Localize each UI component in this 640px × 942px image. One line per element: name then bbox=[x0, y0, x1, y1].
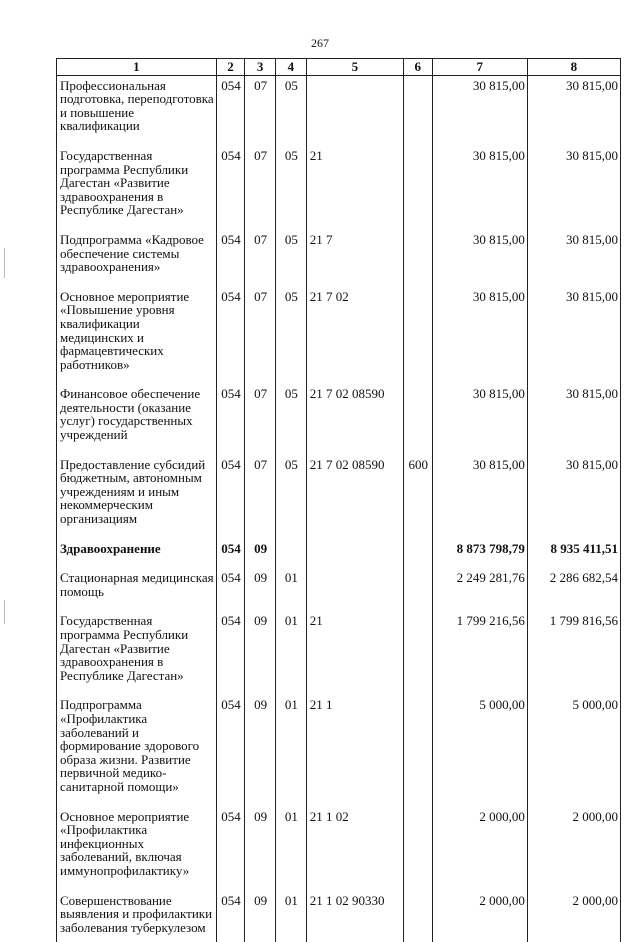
amount-year2-cell: 2 000,00 bbox=[527, 891, 620, 942]
subsection-code-cell: 05 bbox=[276, 146, 307, 230]
target-article-cell bbox=[306, 539, 403, 569]
table-row bbox=[57, 455, 621, 539]
expense-type-cell bbox=[403, 568, 432, 611]
item-name-cell: Основное мероприятие «Повышение уровня квалификации медицинских и фармацевтических работников» bbox=[57, 287, 217, 385]
amount-year2-cell: 2 000,00 bbox=[527, 807, 620, 891]
table-body bbox=[57, 75, 621, 942]
ministry-code-cell: 054 bbox=[216, 695, 245, 806]
amount-year2-cell: 30 815,00 bbox=[527, 75, 620, 146]
expense-type-cell bbox=[403, 695, 432, 806]
table-row bbox=[57, 568, 621, 611]
amount-year2-cell: 8 935 411,51 bbox=[527, 539, 620, 569]
section-code-cell: 09 bbox=[245, 539, 276, 569]
column-header: 8 bbox=[527, 59, 620, 76]
section-code-cell: 07 bbox=[245, 75, 276, 146]
amount-year1-cell: 30 815,00 bbox=[432, 455, 527, 539]
section-code-cell: 09 bbox=[245, 695, 276, 806]
amount-year1-cell: 1 799 216,56 bbox=[432, 611, 527, 695]
section-code-cell: 09 bbox=[245, 611, 276, 695]
ministry-code-cell: 054 bbox=[216, 611, 245, 695]
target-article-cell bbox=[306, 75, 403, 146]
left-margin-mark bbox=[4, 600, 5, 624]
column-header: 7 bbox=[432, 59, 527, 76]
budget-table bbox=[56, 58, 621, 942]
column-header: 3 bbox=[245, 59, 276, 76]
expense-type-cell bbox=[403, 230, 432, 287]
amount-year1-cell: 8 873 798,79 bbox=[432, 539, 527, 569]
amount-year1-cell: 30 815,00 bbox=[432, 146, 527, 230]
ministry-code-cell: 054 bbox=[216, 230, 245, 287]
amount-year2-cell: 30 815,00 bbox=[527, 287, 620, 385]
item-name-cell: Государственная программа Республики Дагестан «Развитие здравоохранения в Республике Дагестан» bbox=[57, 611, 217, 695]
subsection-code-cell: 05 bbox=[276, 75, 307, 146]
subsection-code-cell: 05 bbox=[276, 384, 307, 454]
target-article-cell: 21 7 02 08590 bbox=[306, 384, 403, 454]
section-code-cell: 07 bbox=[245, 455, 276, 539]
expense-type-cell bbox=[403, 384, 432, 454]
amount-year1-cell: 30 815,00 bbox=[432, 75, 527, 146]
amount-year1-cell: 2 249 281,76 bbox=[432, 568, 527, 611]
item-name-cell: Совершенствование выявления и профилактики заболевания туберкулезом bbox=[57, 891, 217, 942]
amount-year2-cell: 2 286 682,54 bbox=[527, 568, 620, 611]
amount-year2-cell: 30 815,00 bbox=[527, 455, 620, 539]
subsection-code-cell: 01 bbox=[276, 695, 307, 806]
table-row bbox=[57, 384, 621, 454]
item-name-cell: Подпрограмма «Профилактика заболеваний и формирование здорового образа жизни. Развитие первичной медико-санитарной помощи» bbox=[57, 695, 217, 806]
subsection-code-cell: 05 bbox=[276, 230, 307, 287]
column-header: 1 bbox=[57, 59, 217, 76]
item-name-cell: Основное мероприятие «Профилактика инфекционных заболеваний, включая иммунопрофилактику» bbox=[57, 807, 217, 891]
item-name-cell: Предоставление субсидий бюджетным, автономным учреждениям и иным некоммерческим организациям bbox=[57, 455, 217, 539]
target-article-cell bbox=[306, 568, 403, 611]
ministry-code-cell: 054 bbox=[216, 287, 245, 385]
target-article-cell: 21 bbox=[306, 611, 403, 695]
amount-year1-cell: 2 000,00 bbox=[432, 807, 527, 891]
target-article-cell: 21 bbox=[306, 146, 403, 230]
subsection-code-cell bbox=[276, 539, 307, 569]
expense-type-cell bbox=[403, 146, 432, 230]
expense-type-cell bbox=[403, 807, 432, 891]
expense-type-cell bbox=[403, 611, 432, 695]
column-header: 4 bbox=[276, 59, 307, 76]
ministry-code-cell: 054 bbox=[216, 384, 245, 454]
expense-type-cell bbox=[403, 891, 432, 942]
column-header: 2 bbox=[216, 59, 245, 76]
item-name-cell: Государственная программа Республики Дагестан «Развитие здравоохранения в Республике Дагестан» bbox=[57, 146, 217, 230]
table-row bbox=[57, 611, 621, 695]
section-code-cell: 09 bbox=[245, 568, 276, 611]
amount-year2-cell: 30 815,00 bbox=[527, 146, 620, 230]
ministry-code-cell: 054 bbox=[216, 75, 245, 146]
section-code-cell: 09 bbox=[245, 807, 276, 891]
item-name-cell: Подпрограмма «Кадровое обеспечение системы здравоохранения» bbox=[57, 230, 217, 287]
table-row bbox=[57, 230, 621, 287]
column-header: 5 bbox=[306, 59, 403, 76]
target-article-cell: 21 1 02 90330 bbox=[306, 891, 403, 942]
section-code-cell: 07 bbox=[245, 287, 276, 385]
table-header-row bbox=[57, 59, 621, 76]
subsection-code-cell: 01 bbox=[276, 568, 307, 611]
section-code-cell: 07 bbox=[245, 230, 276, 287]
ministry-code-cell: 054 bbox=[216, 455, 245, 539]
table-row bbox=[57, 287, 621, 385]
expense-type-cell bbox=[403, 539, 432, 569]
ministry-code-cell: 054 bbox=[216, 539, 245, 569]
target-article-cell: 21 7 02 08590 bbox=[306, 455, 403, 539]
ministry-code-cell: 054 bbox=[216, 891, 245, 942]
table-row bbox=[57, 539, 621, 569]
expense-type-cell bbox=[403, 287, 432, 385]
section-code-cell: 07 bbox=[245, 146, 276, 230]
column-header: 6 bbox=[403, 59, 432, 76]
item-name-cell: Финансовое обеспечение деятельности (оказание услуг) государственных учреждений bbox=[57, 384, 217, 454]
page-number: 267 bbox=[0, 36, 640, 51]
amount-year2-cell: 30 815,00 bbox=[527, 384, 620, 454]
expense-type-cell bbox=[403, 75, 432, 146]
item-name-cell: Профессиональная подготовка, переподготовка и повышение квалификации bbox=[57, 75, 217, 146]
amount-year2-cell: 1 799 816,56 bbox=[527, 611, 620, 695]
section-code-cell: 07 bbox=[245, 384, 276, 454]
target-article-cell: 21 7 02 bbox=[306, 287, 403, 385]
amount-year1-cell: 5 000,00 bbox=[432, 695, 527, 806]
ministry-code-cell: 054 bbox=[216, 568, 245, 611]
amount-year1-cell: 30 815,00 bbox=[432, 287, 527, 385]
subsection-code-cell: 01 bbox=[276, 891, 307, 942]
ministry-code-cell: 054 bbox=[216, 146, 245, 230]
section-code-cell: 09 bbox=[245, 891, 276, 942]
amount-year1-cell: 2 000,00 bbox=[432, 891, 527, 942]
amount-year2-cell: 5 000,00 bbox=[527, 695, 620, 806]
table-row bbox=[57, 146, 621, 230]
target-article-cell: 21 1 bbox=[306, 695, 403, 806]
table-row bbox=[57, 75, 621, 146]
table-row bbox=[57, 891, 621, 942]
target-article-cell: 21 1 02 bbox=[306, 807, 403, 891]
ministry-code-cell: 054 bbox=[216, 807, 245, 891]
subsection-code-cell: 01 bbox=[276, 807, 307, 891]
amount-year1-cell: 30 815,00 bbox=[432, 230, 527, 287]
target-article-cell: 21 7 bbox=[306, 230, 403, 287]
item-name-cell: Здравоохранение bbox=[57, 539, 217, 569]
amount-year2-cell: 30 815,00 bbox=[527, 230, 620, 287]
subsection-code-cell: 05 bbox=[276, 455, 307, 539]
amount-year1-cell: 30 815,00 bbox=[432, 384, 527, 454]
subsection-code-cell: 01 bbox=[276, 611, 307, 695]
table-row bbox=[57, 807, 621, 891]
table-row bbox=[57, 695, 621, 806]
item-name-cell: Стационарная медицинская помощь bbox=[57, 568, 217, 611]
left-margin-mark bbox=[4, 248, 5, 278]
subsection-code-cell: 05 bbox=[276, 287, 307, 385]
expense-type-cell: 600 bbox=[403, 455, 432, 539]
